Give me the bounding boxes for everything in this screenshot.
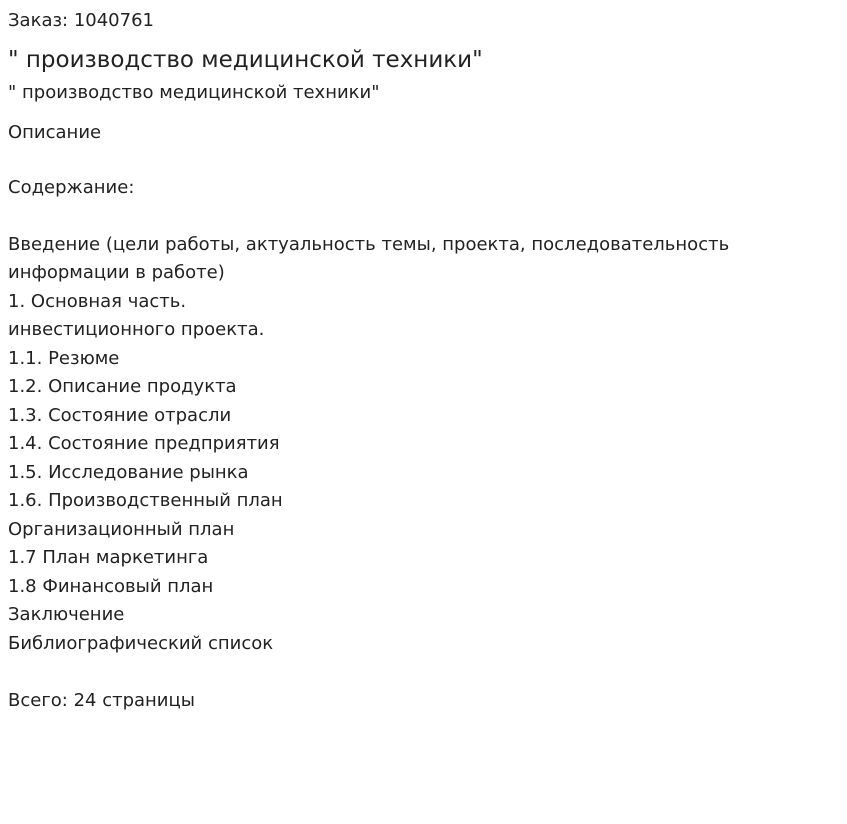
content-line: Библиографический список — [8, 632, 274, 654]
content-line: 1.5. Исследование рынка — [8, 461, 249, 483]
blank-line — [8, 145, 839, 174]
content-line: 1.4. Состояние предприятия — [8, 433, 280, 454]
content-line: Содержание: — [8, 176, 135, 198]
order-number: Заказ: 1040761 — [8, 10, 154, 31]
content-line: Заключение — [8, 604, 125, 625]
page-title: " производство медицинской техники" — [8, 47, 483, 73]
content-line: 1.1. Резюме — [8, 347, 120, 369]
description-body — [8, 145, 839, 715]
content-line: 1.8 Финансовый план — [8, 575, 214, 597]
content-line: Организационный план — [8, 518, 235, 540]
page-subtitle: " производство медицинской техники" — [8, 82, 380, 103]
content-line: 1.7 План маркетинга — [8, 547, 209, 568]
content-line: информации в работе) — [8, 262, 225, 283]
content-line: Введение (цели работы, актуальность темы, проекта, последовательность — [8, 233, 730, 255]
content-line: инвестиционного проекта. — [8, 319, 265, 340]
description-label: Описание — [8, 122, 102, 143]
content-line: Всего: 24 страницы — [8, 689, 195, 711]
content-line: 1.6. Производственный план — [8, 490, 283, 511]
content-line: 1.3. Состояние отрасли — [8, 404, 232, 426]
content-line: 1. Основная часть. — [8, 290, 187, 312]
blank-line — [8, 202, 839, 231]
blank-line — [8, 658, 839, 687]
content-line: 1.2. Описание продукта — [8, 376, 237, 397]
